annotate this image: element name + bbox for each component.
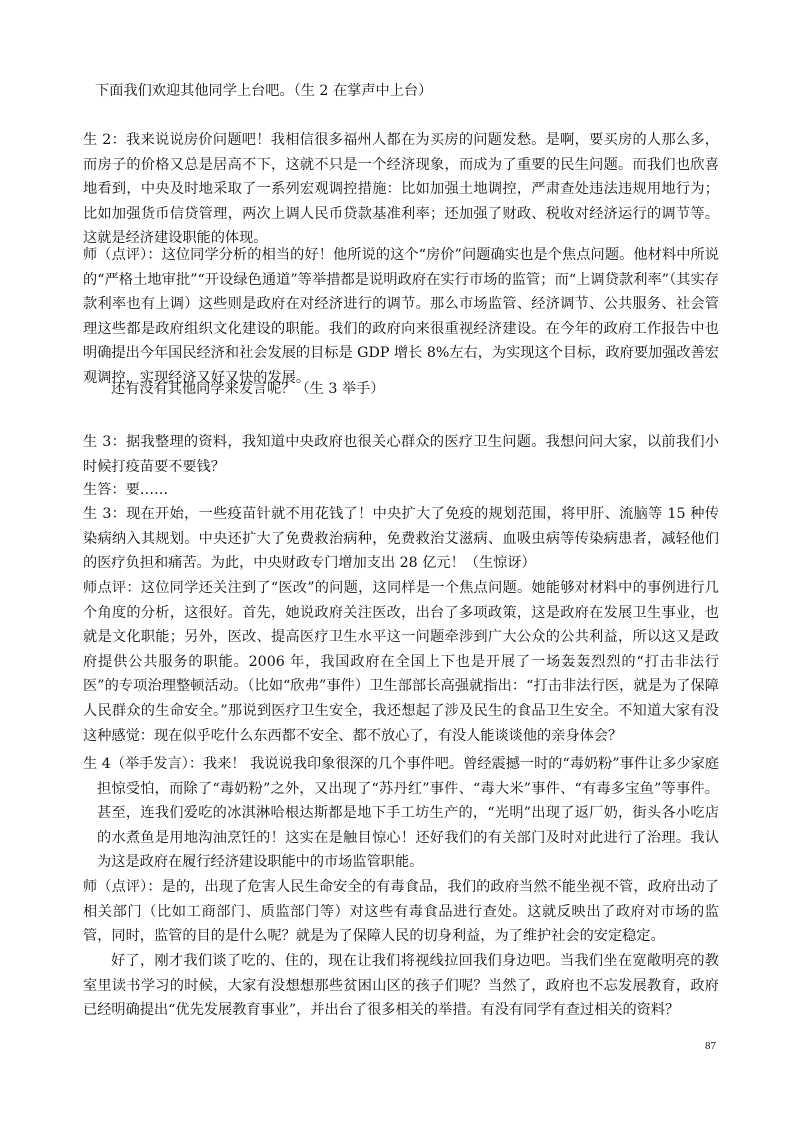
paragraph-student-answer: 生答：要…… (83, 482, 169, 498)
paragraph-invite-3: 还有没有其他同学来发言呢？（生 3 举手） (111, 381, 385, 397)
paragraph-student4: 生 4（举手发言）：我来！ 我说说我印象很深的几个事件吧。曾经震撼一时的“毒奶粉”事件让多少家庭担惊受怕，而除了“毒奶粉”之外，又出现了“苏丹红”事件、“毒大米”事件、“有毒多宝鱼”等事件。甚至，连我们爱吃的冰淇淋哈根达斯都是地下手工坊生产的，“光明”出现了返厂奶，街头各小吃店的水煮鱼是用地沟油烹饪的！这实在是触目惊心！还好我们的有关部门及时对此进行了治理。我认为这是政府在履行经济建设职能中的市场监管职能。 (83, 756, 719, 871)
page-number: 87 (705, 1040, 716, 1052)
paragraph-student3-question: 生 3：据我整理的资料，我知道中央政府也很关心群众的医疗卫生问题。我想问问大家，以前我们小时候打疫苗要不要钱？ (83, 434, 719, 475)
paragraph-teacher-comment-2: 师点评：这位同学还关注到了“医改”的问题，这同样是一个焦点问题。她能够对材料中的事例进行几个角度的分析，这很好。首先，她说政府关注医改，出台了多项政策，这是政府在发展卫生事业，也就是文化职能；另外，医改、提高医疗卫生水平这一问题牵涉到广大公众的公共利益，所以这又是政府提供公共服务的职能。2006 年，我国政府在全国上下也是开展了一场轰轰烈烈的“打击非法行医”的专项治理整顿活动。（比如“欣弗”事件）卫生部部长高强就指出：“打击非法行医，就是为了保障人民群众的生命安全。”那说到医疗卫生安全，我还想起了涉及民生的食品卫生安全。不知道大家有没这种感觉：现在似乎吃什么东西都不安全、都不放心了，有没人能谈谈他的亲身体会？ (83, 580, 719, 744)
paragraph-teacher-comment-1: 师（点评）：这位同学分析的相当的好！他所说的这个“房价”问题确实也是个焦点问题。他材料中所说的“严格土地审批”“开设绿色通道”等举措都是说明政府在实行市场的监管；而“上调贷款利率”（其实存款利率也有上调）这些则是政府在对经济进行的调节。那么市场监管、经济调节、公共服务、社会管理这些都是政府组织文化建设的职能。我们的政府向来很重视经济建设。在今年的政府工作报告中也明确提出今年国民经济和社会发展的目标是 GDP 增长 8%左右，为实现这个目标，政府要加强改善宏观调控，实现经济又好又快的发展。 (83, 247, 719, 386)
paragraph-intro: 下面我们欢迎其他同学上台吧。（生 2 在掌声中上台） (95, 83, 433, 99)
paragraph-student2: 生 2：我来说说房价问题吧！我相信很多福州人都在为买房的问题发愁。是啊，要买房的人那么多，而房子的价格又总是居高不下，这就不只是一个经济现象，而成为了重要的民生问题。而我们也欣喜地看到，中央及时地采取了一系列宏观调控措施：比如加强土地调控，严肃查处违法违规用地行为；比如加强货币信贷管理，两次上调人民币贷款基准利率；还加强了财政、税收对经济运行的调节等。这就是经济建设职能的体现。 (83, 132, 719, 247)
paragraph-teacher-comment-3: 师（点评）：是的，出现了危害人民生命安全的有毒食品，我们的政府当然不能坐视不管，政府出动了相关部门（比如工商部门、质监部门等）对这些有毒食品进行查处。这就反映出了政府对市场的监管，同时，监管的目的是什么呢？就是为了保障人民的切身利益，为了维护社会的安定稳定。 (83, 879, 719, 945)
paragraph-education: 好了，刚才我们谈了吃的、住的，现在让我们将视线拉回我们身边吧。当我们坐在宽敞明亮的教室里读书学习的时候，大家有没想想那些贫困山区的孩子们呢？当然了，政府也不忘发展教育，政府已经明确提出“优先发展教育事业”，并出台了很多相关的举措。有没有同学有查过相关的资料？ (83, 953, 719, 1019)
paragraph-student3-vaccine: 生 3：现在开始，一些疫苗针就不用花钱了！中央扩大了免疫的规划范围，将甲肝、流脑等 15 种传染病纳入其规划。中央还扩大了免费救治病种，免费救治艾滋病、血吸虫病等传染病患者，减轻他们的医疗负担和痛苦。为此，中央财政专门增加支出 28 亿元！（生惊讶） (83, 506, 719, 572)
